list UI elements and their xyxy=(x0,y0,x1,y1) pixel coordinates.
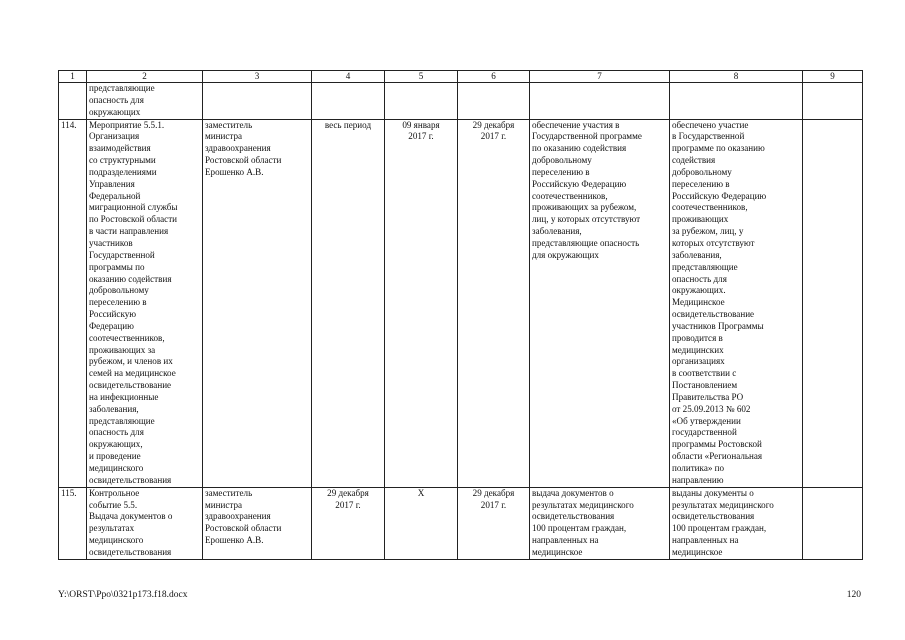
text-line: освидетельствования xyxy=(672,511,755,522)
text-line: обеспечено участие xyxy=(672,119,749,130)
text-line: представляющие xyxy=(89,415,155,426)
text-line: в соответствии с xyxy=(672,368,737,379)
text-line: по Ростовской области xyxy=(89,214,178,225)
text-line: направленных на xyxy=(532,535,599,546)
header-cell-2: 2 xyxy=(87,71,203,83)
text-line: за рубежом, лиц, у xyxy=(672,226,744,237)
start-date-cell: Х xyxy=(385,487,458,559)
text-line: лиц, у которых отсутствуют xyxy=(532,214,641,225)
header-cell-7: 7 xyxy=(530,71,670,83)
text-line: организациях xyxy=(672,356,725,367)
text-line: Федеральной xyxy=(89,190,141,201)
text-line: медицинского xyxy=(89,535,144,546)
text-line: переселению в xyxy=(672,178,730,189)
text-line: медицинское xyxy=(532,546,583,557)
text-line: выдача документов о xyxy=(532,487,614,498)
text-line: опасность для xyxy=(672,273,727,284)
text-line: программе по оказанию xyxy=(672,143,765,154)
text-line: Выдача документов о xyxy=(89,511,173,522)
text-line: медицинское xyxy=(672,546,723,557)
actual-result-cell xyxy=(670,119,803,487)
text-line: государственной xyxy=(672,427,737,438)
text-line: заболевания, xyxy=(89,403,139,414)
text-line: соотечественников, xyxy=(672,202,748,213)
text-line: освидетельствование xyxy=(672,309,755,320)
text-line: Государственной программе xyxy=(532,131,642,142)
text-line: миграционной службы xyxy=(89,202,178,213)
text-line: освидетельствования xyxy=(89,474,172,485)
cont-expected-cell xyxy=(530,83,670,120)
text-line: семей на медицинское xyxy=(89,368,176,379)
text-line: участников xyxy=(89,237,133,248)
header-cell-5: 5 xyxy=(385,71,458,83)
cont-notes-cell xyxy=(803,83,863,120)
text-line: в Государственной xyxy=(672,131,745,142)
text-line: проживающих xyxy=(672,214,729,225)
expected-result-cell xyxy=(530,487,670,559)
text-line: направлению xyxy=(672,474,724,485)
text-line: Постановлением xyxy=(672,380,738,391)
text-line: заместитель xyxy=(205,487,253,498)
text-line: окружающих xyxy=(89,106,141,117)
text-line: Медицинское xyxy=(672,297,725,308)
text-line: политика» по xyxy=(672,463,725,473)
text-line: заболевания, xyxy=(532,226,582,237)
text-line: подразделениями xyxy=(89,166,157,177)
text-line: 100 процентам граждан, xyxy=(672,523,767,534)
text-line: программы Ростовской xyxy=(672,439,762,450)
text-line: 2017 г. xyxy=(335,499,361,510)
expected-result-cell xyxy=(530,119,670,487)
text-line: Организация xyxy=(89,131,140,142)
text-line: освидетельствования xyxy=(89,546,172,557)
text-line: 2017 г. xyxy=(480,131,507,142)
header-row xyxy=(59,71,863,83)
text-line: заместитель xyxy=(205,119,253,130)
text-line: результатах медицинского xyxy=(672,499,774,510)
cont-num-cell xyxy=(59,83,87,120)
text-line: содействия xyxy=(672,155,716,166)
text-line: по оказанию содействия xyxy=(532,143,627,154)
header-cell-8: 8 xyxy=(670,71,803,83)
text-line: Федерацию xyxy=(89,320,134,331)
text-line: на инфекционные xyxy=(89,391,159,402)
table-row-114 xyxy=(59,119,863,487)
text-line: Мероприятие 5.5.1. xyxy=(89,119,165,130)
event-name-cell xyxy=(87,487,203,559)
text-line: событие 5.5. xyxy=(89,499,138,510)
text-line: 100 процентам граждан, xyxy=(532,523,627,534)
cont-event-cell xyxy=(87,83,203,120)
text-line: заболевания, xyxy=(672,249,722,260)
text-line: и проведение xyxy=(89,451,141,462)
text-line: 09 января xyxy=(402,119,440,130)
text-line: от 25.09.2013 № 602 xyxy=(672,403,751,414)
end-date-cell xyxy=(458,119,530,487)
text-line: министра xyxy=(205,131,243,142)
text-line: Государственной xyxy=(89,249,155,260)
table-row-115 xyxy=(59,487,863,559)
text-line: взаимодействия xyxy=(89,143,151,154)
text-line: проживающих за xyxy=(89,344,156,355)
text-line: 2017 г. xyxy=(480,499,507,510)
text-line: Ростовской области xyxy=(205,155,282,166)
text-line: окружающих. xyxy=(672,285,726,296)
text-line: добровольному xyxy=(532,155,592,166)
cont-responsible-cell xyxy=(203,83,312,120)
notes-cell xyxy=(803,487,863,559)
responsible-cell xyxy=(203,119,312,487)
text-line: освидетельствования xyxy=(532,511,615,522)
text-line: выданы документы о xyxy=(672,487,754,498)
end-date-cell xyxy=(458,487,530,559)
text-line: направленных на xyxy=(672,535,739,546)
text-line: обеспечение участия в xyxy=(532,119,620,130)
cont-actual-cell xyxy=(670,83,803,120)
text-line: 29 декабря xyxy=(472,119,515,130)
text-line: Управления xyxy=(89,178,135,189)
text-line: соотечественников, xyxy=(532,190,608,201)
text-line: министра xyxy=(205,499,243,510)
header-cell-9: 9 xyxy=(803,71,863,83)
notes-cell xyxy=(803,119,863,487)
text-line: для окружающих xyxy=(532,249,599,260)
cont-period-cell xyxy=(312,83,385,120)
text-line: опасность для xyxy=(89,427,144,438)
plan-table xyxy=(58,70,863,560)
actual-result-cell xyxy=(670,487,803,559)
text-line: Ростовской области xyxy=(205,523,282,534)
period-cell: весь период xyxy=(312,119,385,487)
text-line: соотечественников, xyxy=(89,332,165,343)
text-line: добровольному xyxy=(89,285,149,296)
text-line: представляющие опасность xyxy=(532,237,640,248)
text-line: «Об утверждении xyxy=(672,415,741,426)
cont-end-cell xyxy=(458,83,530,120)
text-line: Российскую xyxy=(89,309,137,320)
header-cell-4: 4 xyxy=(312,71,385,83)
header-cell-1: 1 xyxy=(59,71,87,83)
text-line: Правительства РО xyxy=(672,391,744,402)
row-number: 114. xyxy=(59,119,87,487)
header-cell-3: 3 xyxy=(203,71,312,83)
text-line: представляющие xyxy=(89,83,155,93)
text-line: представляющие xyxy=(672,261,738,272)
text-line: оказанию содействия xyxy=(89,273,172,284)
text-line: переселению в xyxy=(532,166,590,177)
text-line: добровольному xyxy=(672,166,732,177)
text-line: результатах xyxy=(89,523,135,534)
responsible-cell xyxy=(203,487,312,559)
page-number: 120 xyxy=(846,590,861,600)
text-line: области «Региональная xyxy=(672,451,763,462)
text-line: 29 декабря xyxy=(327,487,369,498)
text-line: рубежом, и членов их xyxy=(89,356,173,367)
text-line: 29 декабря xyxy=(472,487,515,498)
text-line: 2017 г. xyxy=(408,131,434,142)
row-number: 115. xyxy=(59,487,87,559)
text-line: окружающих, xyxy=(89,439,143,450)
text-line: медицинского xyxy=(89,463,144,473)
file-path: Y:\ORST\Ppo\0321p173.f18.docx xyxy=(58,590,188,600)
text-line: медицинских xyxy=(672,344,724,355)
text-line: переселению в xyxy=(89,297,147,308)
text-line: освидетельствование xyxy=(89,380,172,391)
period-cell xyxy=(312,487,385,559)
text-line: Ерошенко А.В. xyxy=(205,166,264,177)
text-line: опасность для xyxy=(89,94,144,105)
text-line: проводится в xyxy=(672,332,723,343)
text-line: Контрольное xyxy=(89,487,140,498)
cont-start-cell xyxy=(385,83,458,120)
text-line: здравоохранения xyxy=(205,511,271,522)
text-line: участников Программы xyxy=(672,320,764,331)
text-line: Российскую Федерацию xyxy=(532,178,627,189)
text-line: здравоохранения xyxy=(205,143,271,154)
header-cell-6: 6 xyxy=(458,71,530,83)
text-line: Ерошенко А.В. xyxy=(205,535,264,546)
text-line: программы по xyxy=(89,261,145,272)
continuation-row xyxy=(59,83,863,120)
text-line: Российскую Федерацию xyxy=(672,190,767,201)
text-line: которых отсутствуют xyxy=(672,237,755,248)
text-line: со структурными xyxy=(89,155,156,166)
event-name-cell xyxy=(87,119,203,487)
text-line: проживающих за рубежом, xyxy=(532,202,637,213)
start-date-cell xyxy=(385,119,458,487)
text-line: в части направления xyxy=(89,226,169,237)
text-line: результатах медицинского xyxy=(532,499,634,510)
